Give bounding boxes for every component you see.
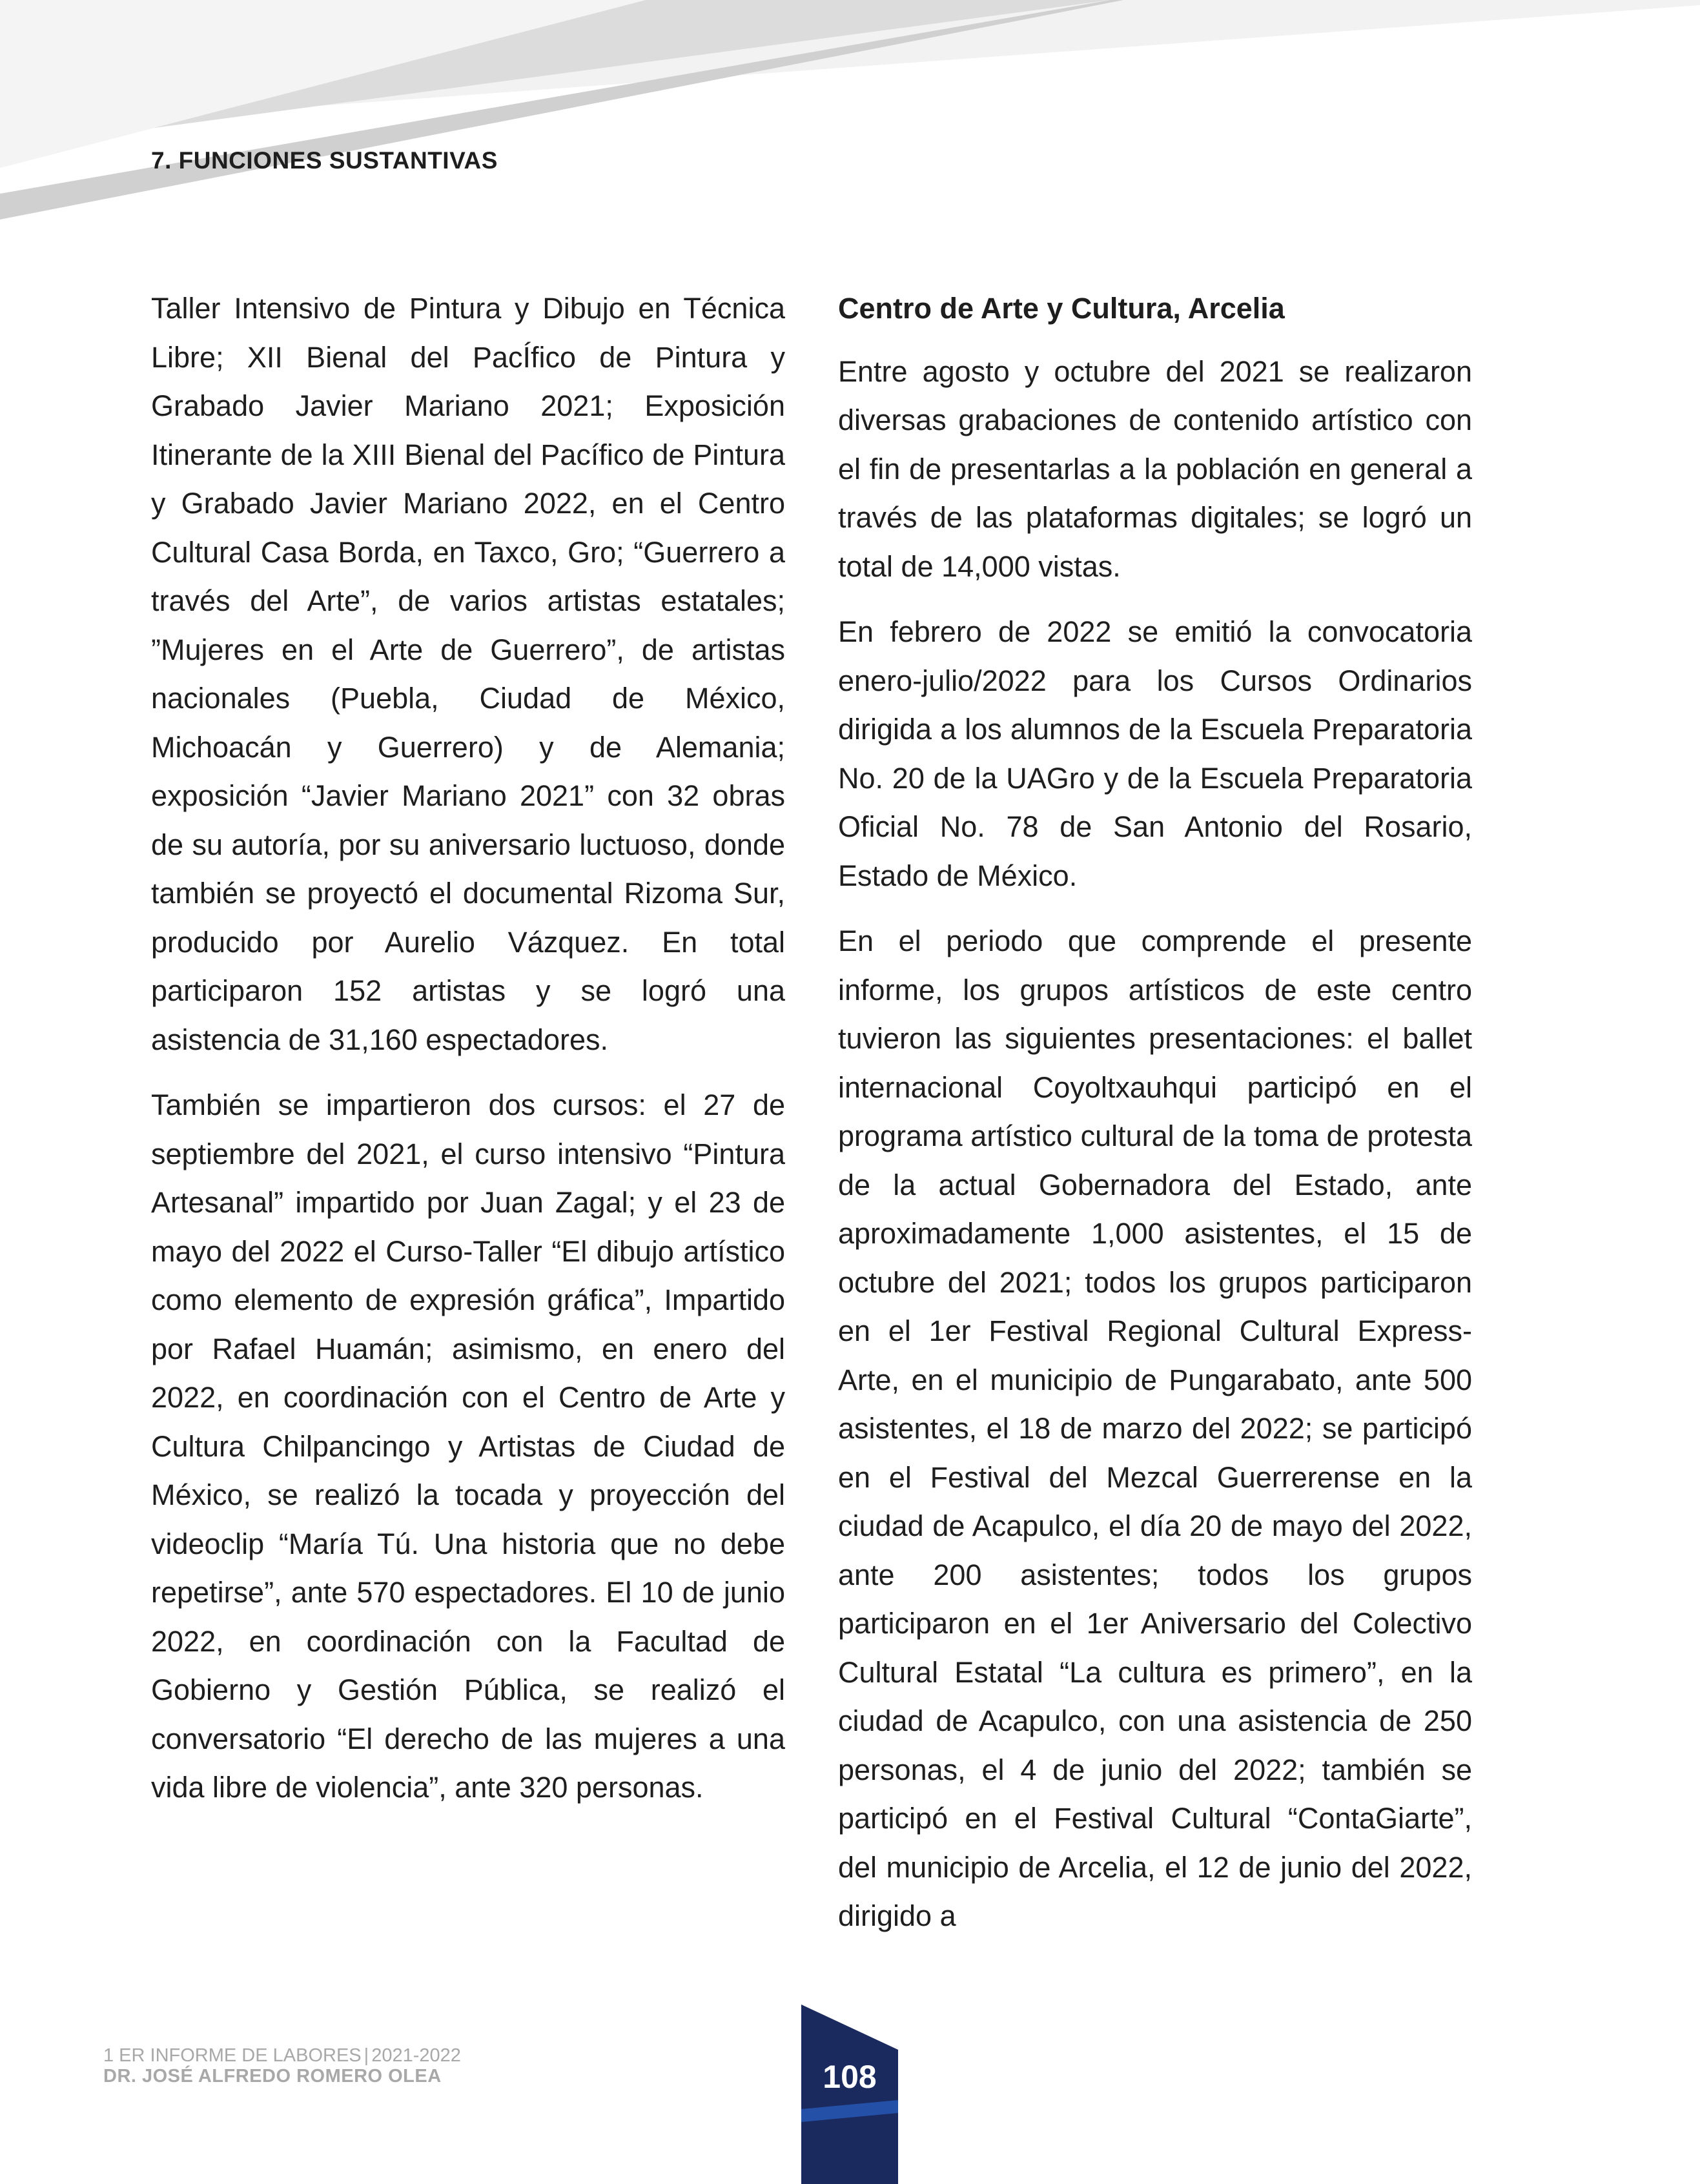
report-period: 2021-2022 <box>371 2045 461 2066</box>
paragraph: Entre agosto y octubre del 2021 se realizaron diversas grabaciones de contenido artístico con el fin de presentarlas a la población en general a través de las plataformas digitales; se logró un total de 14,000 vistas. <box>838 354 1472 583</box>
section-title: 7. FUNCIONES SUSTANTIVAS <box>151 147 498 174</box>
report-author: DR. JOSÉ ALFREDO ROMERO OLEA <box>103 2066 442 2087</box>
page-number: 108 <box>823 2059 877 2095</box>
left-column <box>151 284 785 1829</box>
header-decoration <box>0 0 1700 232</box>
footer-credits <box>103 2045 461 2087</box>
subsection-heading: Centro de Arte y Cultura, Arcelia <box>838 292 1285 325</box>
footer-separator: | <box>364 2045 369 2066</box>
report-title: 1 ER INFORME DE LABORES <box>103 2045 362 2066</box>
paragraph: Taller Intensivo de Pintura y Dibujo en Técnica Libre; XII Bienal del PacÍfico de Pintura y Grabado Javier Mariano 2021; Exposición Itinerante de la XIII Bienal del Pacífico de Pintura y Grabado Javier Mariano 2022, en el Centro Cultural Casa Borda, en Taxco, Gro; “Guerrero a través del Arte”, de varios artistas estatales; ”Mujeres en el Arte de Guerrero”, de artistas nacionales (Puebla, Ciudad de México, Michoacán y Guerrero) y de Alemania; exposición “Javier Mariano 2021” con 32 obras de su autoría, por su aniversario luctuoso, donde también se proyectó el documental Rizoma Sur, producido por Aurelio Vázquez. En total participaron 152 artistas y se logró una asistencia de 31,160 espectadores. <box>151 292 785 1056</box>
paragraph: También se impartieron dos cursos: el 27 de septiembre del 2021, el curso intensivo “Pintura Artesanal” impartido por Juan Zagal; y el 23 de mayo del 2022 el Curso-Taller “El dibujo artístico como elemento de expresión gráfica”, Impartido por Rafael Huamán; asimismo, en enero del 2022, en coordinación con el Centro de Arte y Cultura Chilpancingo y Artistas de Ciudad de México, se realizó la tocada y proyección del videoclip “María Tú. Una historia que no debe repetirse”, ante 570 espectadores. El 10 de junio 2022, en coordinación con la Facultad de Gobierno y Gestión Pública, se realizó el conversatorio “El derecho de las mujeres a una vida libre de violencia”, ante 320 personas. <box>151 1088 785 1804</box>
paragraph: En el periodo que comprende el presente informe, los grupos artísticos de este centro tuvieron las siguientes presentaciones: el ballet internacional Coyoltxauhqui participó en el programa artístico cultural de la toma de protesta de la actual Gobernadora del Estado, ante aproximadamente 1,000 asistentes, el 15 de octubre del 2021; todos los grupos participaron en el 1er Festival Regional Cultural Express-Arte, en el municipio de Pungarabato, ante 500 asistentes, el 18 de marzo del 2022; se participó en el Festival del Mezcal Guerrerense en la ciudad de Acapulco, el día 20 de mayo del 2022, ante 200 asistentes; todos los grupos participaron en el 1er Aniversario del Colectivo Cultural Estatal “La cultura es primero”, en la ciudad de Acapulco, con una asistencia de 250 personas, el 4 de junio del 2022; también se participó en el Festival Cultural “ContaGiarte”, del municipio de Arcelia, el 12 de junio del 2022, dirigido a <box>838 924 1472 1932</box>
right-column <box>838 284 1472 1957</box>
paragraph: En febrero de 2022 se emitió la convocatoria enero-julio/2022 para los Cursos Ordinarios dirigida a los alumnos de la Escuela Preparatoria No. 20 de la UAGro y de la Escuela Preparatoria Oficial No. 78 de San Antonio del Rosario, Estado de México. <box>838 615 1472 892</box>
